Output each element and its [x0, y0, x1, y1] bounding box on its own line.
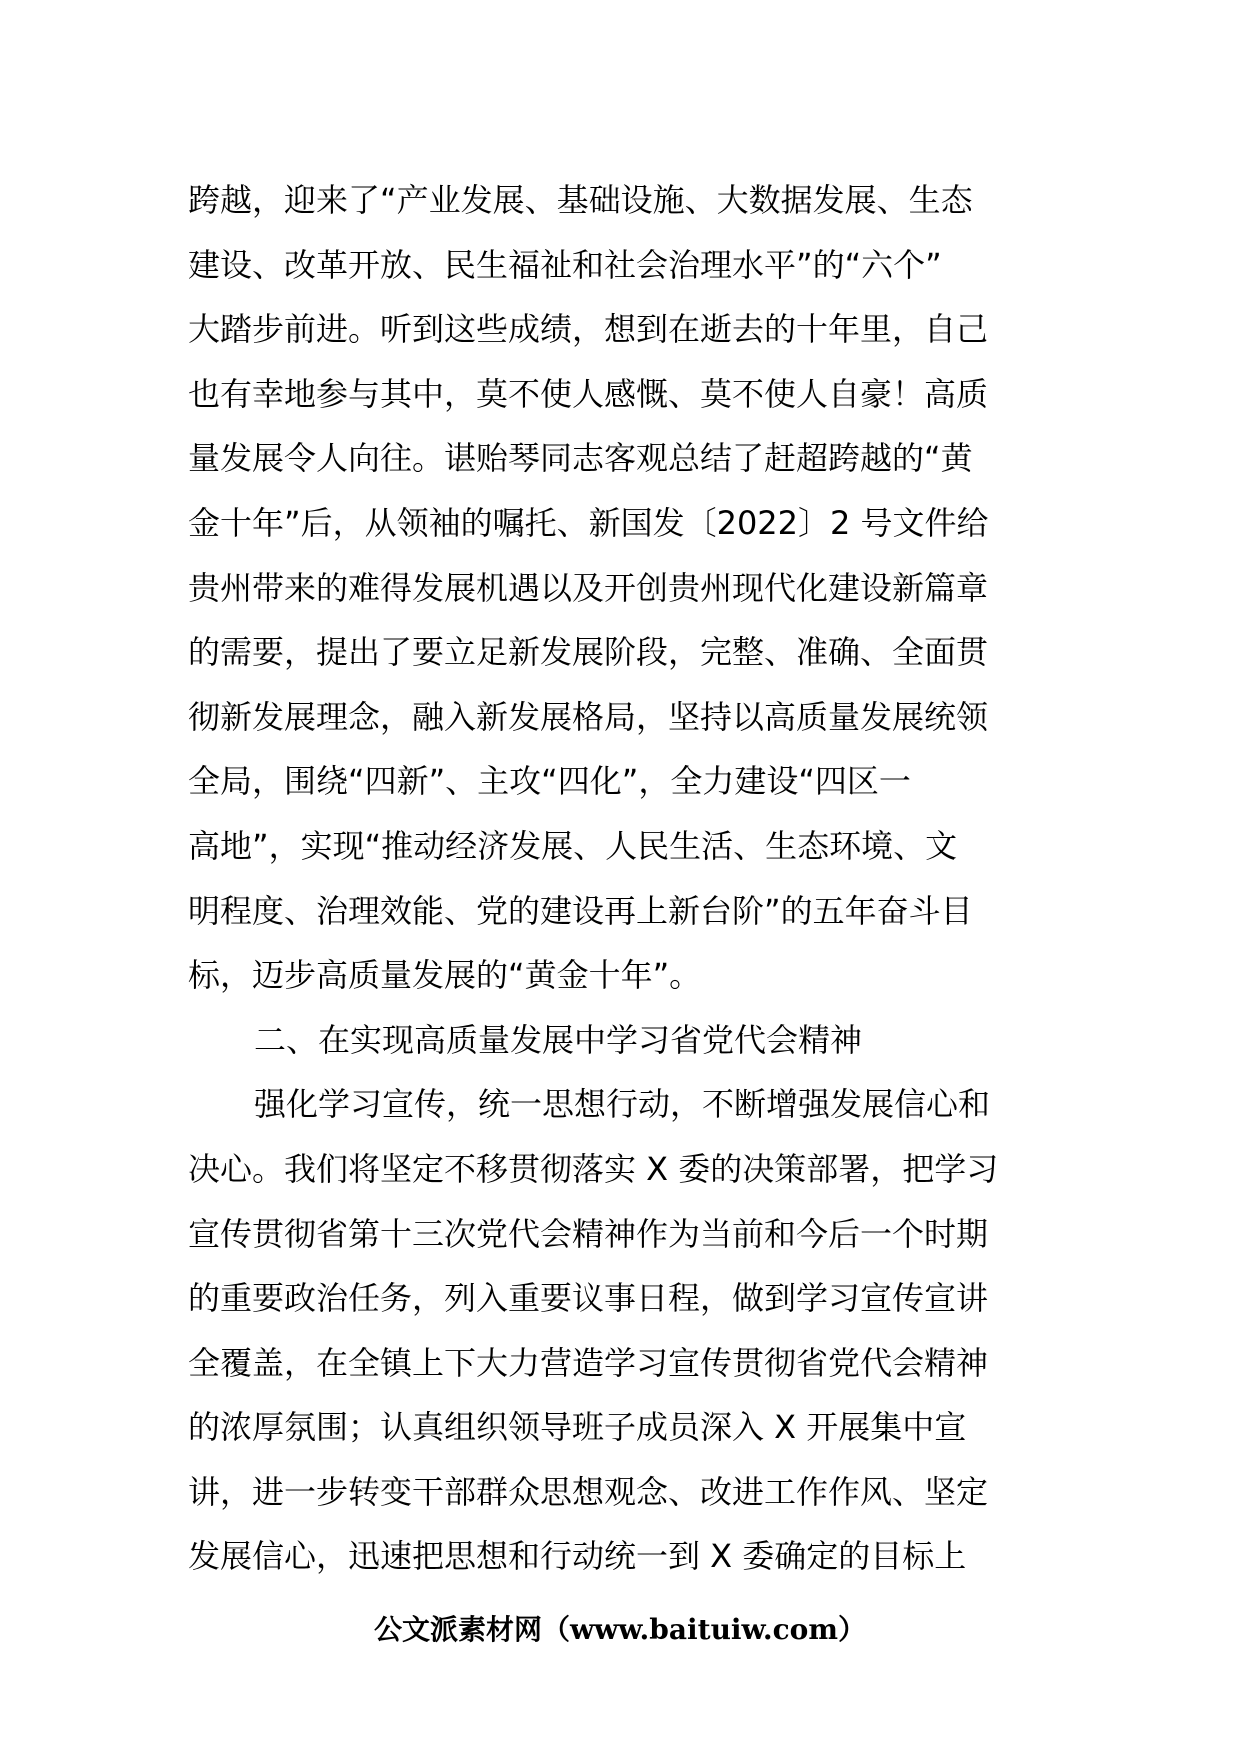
- text-line: 高地”，实现“推动经济发展、人民生活、生态环境、文: [188, 826, 958, 865]
- text-line: 的重要政治任务，列入重要议事日程，做到学习宣传宣讲: [188, 1279, 989, 1318]
- text-line: 全局，围绕“四新”、主攻“四化”，全力建设“四区一: [188, 762, 911, 801]
- text-line: 建设、改革开放、民生福祉和社会治理水平”的“六个”: [188, 245, 942, 284]
- text-line: 的浓厚氛围；认真组织领导班子成员深入 X 开展集中宣: [188, 1408, 967, 1447]
- text-line: 金十年”后，从领袖的嘱托、新国发〔2022〕2 号文件给: [188, 503, 989, 542]
- text-line: 宣传贯彻省第十三次党代会精神作为当前和今后一个时期: [188, 1214, 989, 1253]
- text-line: 强化学习宣传，统一思想行动，不断增强发展信心和: [254, 1085, 991, 1124]
- text-line: 讲，进一步转变干部群众思想观念、改进工作作风、坚定: [188, 1472, 989, 1511]
- text-line: 大踏步前进。听到这些成绩，想到在逝去的十年里，自己: [188, 310, 989, 349]
- text-line: 量发展令人向往。谌贻琴同志客观总结了赶超跨越的“黄: [188, 439, 973, 478]
- text-line: 也有幸地参与其中，莫不使人感慨、莫不使人自豪！高质: [188, 374, 989, 413]
- text-line: 跨越，迎来了“产业发展、基础设施、大数据发展、生态: [188, 181, 973, 219]
- text-line: 全覆盖，在全镇上下大力营造学习宣传贯彻省党代会精神: [188, 1343, 989, 1382]
- text-line: 明程度、治理效能、党的建设再上新台阶”的五年奋斗目: [188, 891, 973, 930]
- body-text: [188, 168, 1068, 1589]
- footer-watermark: 公文派素材网（www.baituiw.com）: [374, 1613, 866, 1646]
- text-line: 决心。我们将坚定不移贯彻落实 X 委的决策部署，把学习: [188, 1149, 999, 1188]
- text-line: 的需要，提出了要立足新发展阶段，完整、准确、全面贯: [188, 633, 989, 672]
- section-heading: 二、在实现高质量发展中学习省党代会精神: [254, 1020, 863, 1059]
- text-line: 发展信心，迅速把思想和行动统一到 X 委确定的目标上: [188, 1537, 967, 1576]
- text-line: 标，迈步高质量发展的“黄金十年”。: [188, 956, 702, 995]
- text-line: 贵州带来的难得发展机遇以及开创贵州现代化建设新篇章: [188, 568, 989, 607]
- text-line: 彻新发展理念，融入新发展格局，坚持以高质量发展统领: [188, 697, 989, 736]
